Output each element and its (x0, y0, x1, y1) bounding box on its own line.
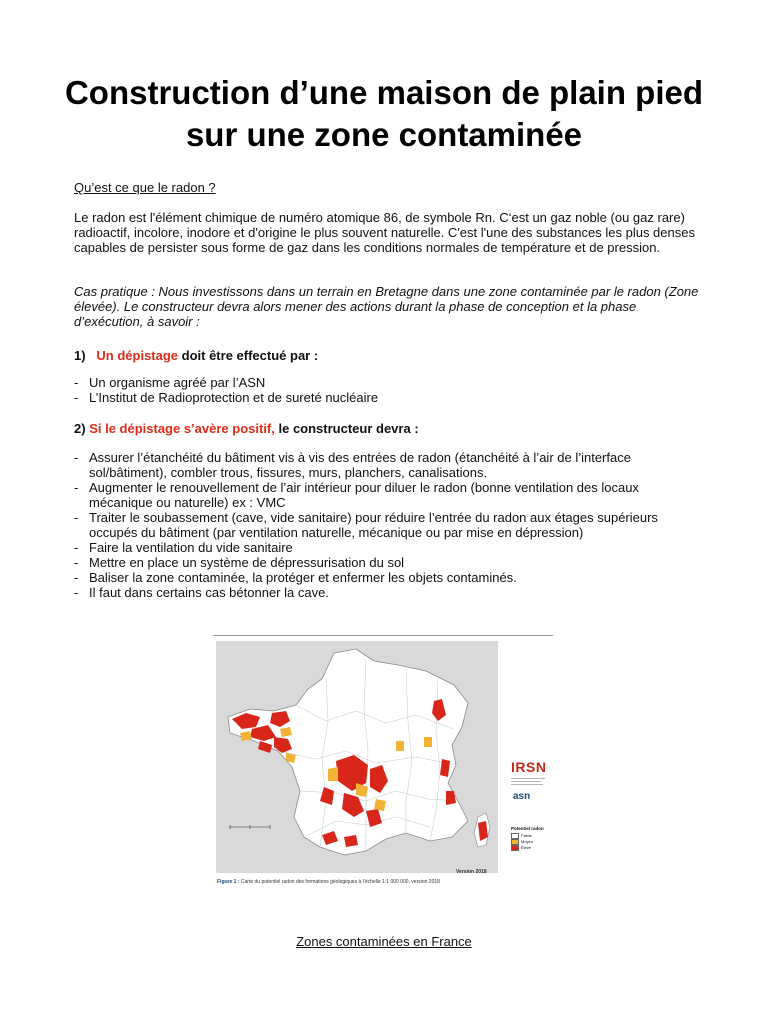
legend-label-high: Élevé (521, 845, 532, 850)
asn-logo: asn (513, 791, 531, 802)
page-title: Construction d’une maison de plain pied sur une zone contaminée (64, 74, 704, 153)
legend-label-low: Faible (521, 833, 532, 838)
case-study-paragraph: Cas pratique : Nous investissons dans un terrain en Bretagne dans une zone contaminée par le radon (Zone élevée). Le constructeur devra alors mener des actions durant la phase de conception et la phase d’exécution, à savoir : (74, 284, 699, 329)
list-item: - Assurer l’étanchéité du bâtiment vis à vis des entrées de radon (étanchéité à l’air de l’interface sol/bâtiment), combler trous, fissures, murs, planchers, canalisations. (74, 450, 704, 480)
list-item: - Un organisme agréé par l’ASN (74, 375, 704, 390)
radon-map-figure (213, 635, 553, 894)
section-2-rest: le constructeur devra : (274, 421, 419, 436)
legend-title: Potentiel radon (511, 826, 544, 831)
radon-definition-paragraph: Le radon est l'élément chimique de numéro atomique 86, de symbole Rn. C‘est un gaz noble (ou gaz rare) radioactif, incolore, inodore et d'origine le plus souvent naturelle. C'est l'une des substances les plus denses capables de persister sous forme de gaz dans les conditions normales de température et de pression. (74, 210, 695, 255)
france-map-graphic (216, 641, 498, 873)
list-item: - Il faut dans certains cas bétonner la cave. (74, 585, 704, 600)
map-caption-text: Zones contaminées en France (296, 934, 472, 949)
section-1-number: 1) (74, 348, 86, 363)
figure-caption-label: Figure 1 : (217, 879, 240, 885)
list-item: - Traiter le soubassement (cave, vide sanitaire) pour réduire l’entrée du radon aux étages supérieurs occupés du bâtiment (par ventilation naturelle, mécanique ou par mise en dépression) (74, 510, 704, 540)
figure-caption-text: Carte du potentiel radon des formations géologiques à l’échelle 1:1 000 000, version 2018 (239, 879, 440, 885)
france-radon-map (216, 641, 498, 873)
builder-actions-list (74, 450, 704, 600)
irsn-logo: IRSN (511, 759, 547, 775)
map-side-panel (503, 641, 551, 873)
map-version-label: Version 2018 (456, 869, 487, 875)
list-item: - Faire la ventilation du vide sanitaire (74, 540, 704, 555)
list-item: - Baliser la zone contaminée, la protéger et enfermer les objets contaminés. (74, 570, 704, 585)
legend-label-medium: Moyen (521, 839, 534, 844)
section-2-heading (74, 421, 704, 436)
screening-bodies-list (74, 375, 704, 405)
section-1-heading (74, 348, 704, 363)
section-2-highlight: Si le dépistage s’avère positif, (89, 421, 275, 436)
section-1-rest: doit être effectué par : (178, 348, 319, 363)
section-2-number: 2) (74, 421, 86, 436)
figure-caption (217, 879, 547, 885)
map-legend (511, 826, 551, 851)
list-item: - L’Institut de Radioprotection et de sureté nucléaire (74, 390, 704, 405)
legend-swatch-high (511, 845, 519, 851)
radon-question-heading: Qu’est ce que le radon ? (74, 180, 216, 195)
list-item: - Mettre en place un système de dépressurisation du sol (74, 555, 704, 570)
legend-item-high (511, 845, 551, 851)
irsn-tagline-lines (511, 776, 547, 792)
section-1-highlight: Un dépistage (96, 348, 179, 363)
list-item: - Augmenter le renouvellement de l’air intérieur pour diluer le radon (bonne ventilation des locaux mécanique ou naturelle) ex : VMC (74, 480, 704, 510)
map-caption (0, 934, 768, 949)
